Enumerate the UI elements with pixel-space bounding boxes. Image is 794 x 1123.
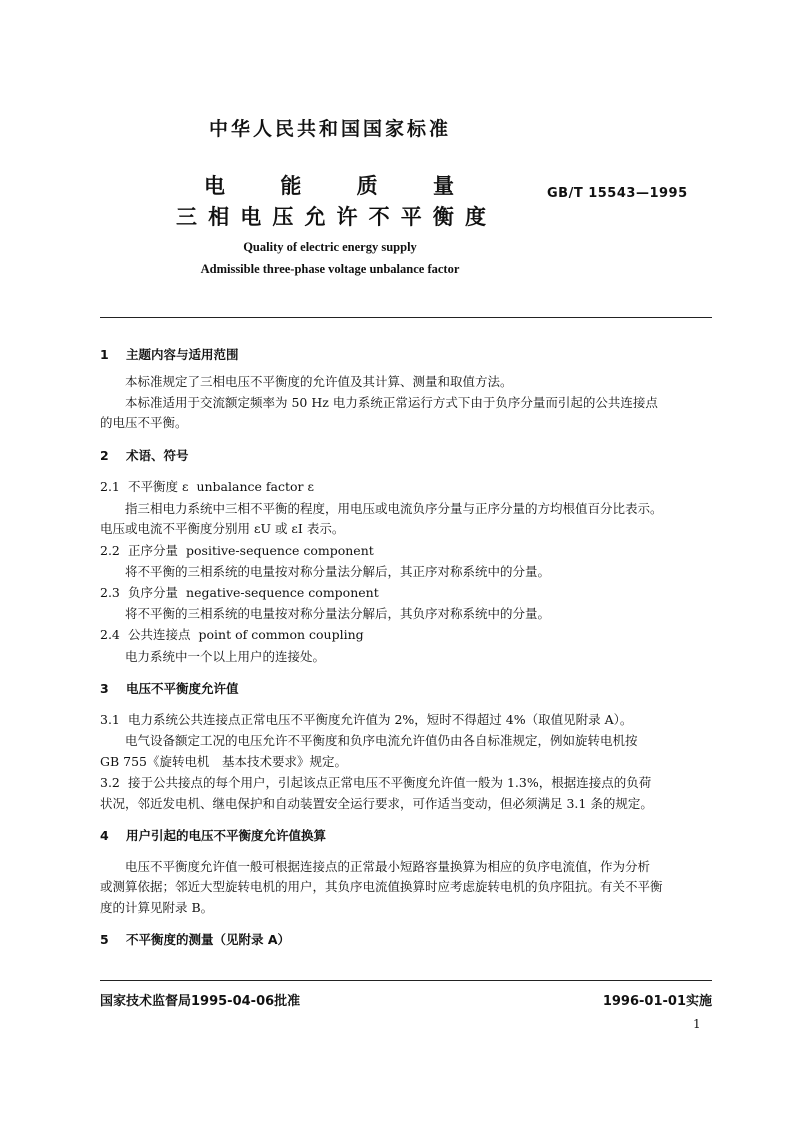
title-char: 三	[176, 205, 197, 229]
clause-number: 2.1	[100, 479, 120, 494]
section-5-heading	[100, 930, 290, 948]
english-title-line-1: Quality of electric energy supply	[243, 240, 417, 254]
title-line-2	[176, 201, 486, 231]
section-3-heading	[100, 679, 239, 697]
title-char: 衡	[432, 205, 454, 229]
term-chinese: 不平衡度 ε	[128, 479, 189, 494]
clause-number: 2.4	[100, 627, 120, 642]
approval-date: 国家技术监督局1995-04-06批准	[100, 994, 301, 1009]
section-number: 2	[100, 448, 109, 463]
title-line-1	[204, 170, 454, 200]
clause-number: 3.2	[100, 775, 120, 790]
clause-text: 电力系统公共连接点正常电压不平衡度允许值为 2%，短时不得超过 4%（取值见附录 A）。	[128, 712, 633, 727]
clause-3-2	[100, 773, 651, 791]
term-chinese: 负序分量	[128, 585, 179, 600]
clause-number: 2.2	[100, 543, 120, 558]
title-char: 允	[304, 205, 326, 229]
section-number: 1	[100, 347, 109, 362]
section-1-heading	[100, 345, 239, 363]
english-title-line-2: Admissible three-phase voltage unbalance factor	[200, 262, 460, 276]
paragraph-continuation: 状况，邻近发电机、继电保护和自动装置安全运行要求，可作适当变动，但必须满足 3.1 条的规定。	[100, 796, 653, 811]
term-chinese: 公共连接点	[128, 627, 191, 642]
term-2-2	[100, 541, 374, 559]
title-char: 压	[272, 205, 294, 229]
paragraph: 本标准适用于交流额定频率为 50 Hz 电力系统正常运行方式下由于负序分量而引起的公共连接点	[125, 395, 658, 410]
term-english: positive-sequence component	[186, 543, 374, 558]
title-char: 度	[464, 205, 486, 229]
title-char: 许	[336, 205, 358, 229]
term-2-4	[100, 625, 364, 643]
term-english: point of common coupling	[198, 627, 364, 642]
page-number: 1	[693, 1017, 701, 1031]
effective-date: 1996-01-01实施	[602, 994, 712, 1009]
title-char: 相	[208, 205, 230, 229]
section-2-heading	[100, 446, 189, 464]
national-standard-heading: 中华人民共和国国家标准	[208, 118, 451, 140]
header-divider	[100, 317, 712, 318]
section-4-heading	[100, 826, 326, 844]
section-number: 3	[100, 681, 109, 696]
term-chinese: 正序分量	[128, 543, 179, 558]
clause-3-1	[100, 710, 632, 728]
section-title: 用户引起的电压不平衡度允许值换算	[126, 828, 327, 843]
section-number: 4	[100, 828, 109, 843]
definition: 指三相电力系统中三相不平衡的程度，用电压或电流负序分量与正序分量的方均根值百分比表示。	[125, 501, 663, 516]
title-char: 电	[240, 205, 262, 229]
section-number: 5	[100, 932, 109, 947]
paragraph-continuation: 或测算依据；邻近大型旋转电机的用户，其负序电流值换算时应考虑旋转电机的负序阻抗。有关不平衡	[100, 879, 663, 894]
paragraph: 电气设备额定工况的电压允许不平衡度和负序电流允许值仍由各自标准规定，例如旋转电机按	[125, 733, 638, 748]
section-title: 术语、符号	[126, 448, 189, 463]
footer-divider	[100, 980, 712, 981]
clause-number: 3.1	[100, 712, 120, 727]
paragraph: 本标准规定了三相电压不平衡度的允许值及其计算、测量和取值方法。	[125, 374, 513, 389]
title-char: 平	[400, 205, 422, 229]
term-english: unbalance factor ε	[196, 479, 314, 494]
term-2-1	[100, 477, 314, 495]
clause-text: 接于公共接点的每个用户，引起该点正常电压不平衡度允许值一般为 1.3%，根据连接点的负荷	[128, 775, 652, 790]
term-english: negative-sequence component	[186, 585, 379, 600]
section-title: 电压不平衡度允许值	[126, 681, 239, 696]
definition: 将不平衡的三相系统的电量按对称分量法分解后，其正序对称系统中的分量。	[125, 564, 551, 579]
clause-number: 2.3	[100, 585, 120, 600]
title-char: 质	[356, 174, 378, 198]
title-char: 量	[432, 174, 454, 198]
definition-continuation: 电压或电流不平衡度分别用 εU 或 εI 表示。	[100, 521, 345, 536]
paragraph-continuation: 的电压不平衡。	[100, 415, 188, 430]
title-char: 不	[368, 205, 390, 229]
term-2-3	[100, 583, 379, 601]
paragraph-continuation: GB 755《旋转电机 基本技术要求》规定。	[100, 754, 348, 769]
paragraph-continuation: 度的计算见附录 B。	[100, 900, 214, 915]
title-char: 电	[204, 174, 225, 198]
section-title: 不平衡度的测量（见附录 A）	[126, 932, 291, 947]
paragraph: 电压不平衡度允许值一般可根据连接点的正常最小短路容量换算为相应的负序电流值，作为分析	[125, 859, 651, 874]
definition: 电力系统中一个以上用户的连接处。	[125, 649, 326, 664]
standard-code: GB/T 15543—1995	[547, 186, 688, 201]
section-title: 主题内容与适用范围	[126, 347, 239, 362]
title-char: 能	[280, 174, 302, 198]
definition: 将不平衡的三相系统的电量按对称分量法分解后，其负序对称系统中的分量。	[125, 606, 551, 621]
